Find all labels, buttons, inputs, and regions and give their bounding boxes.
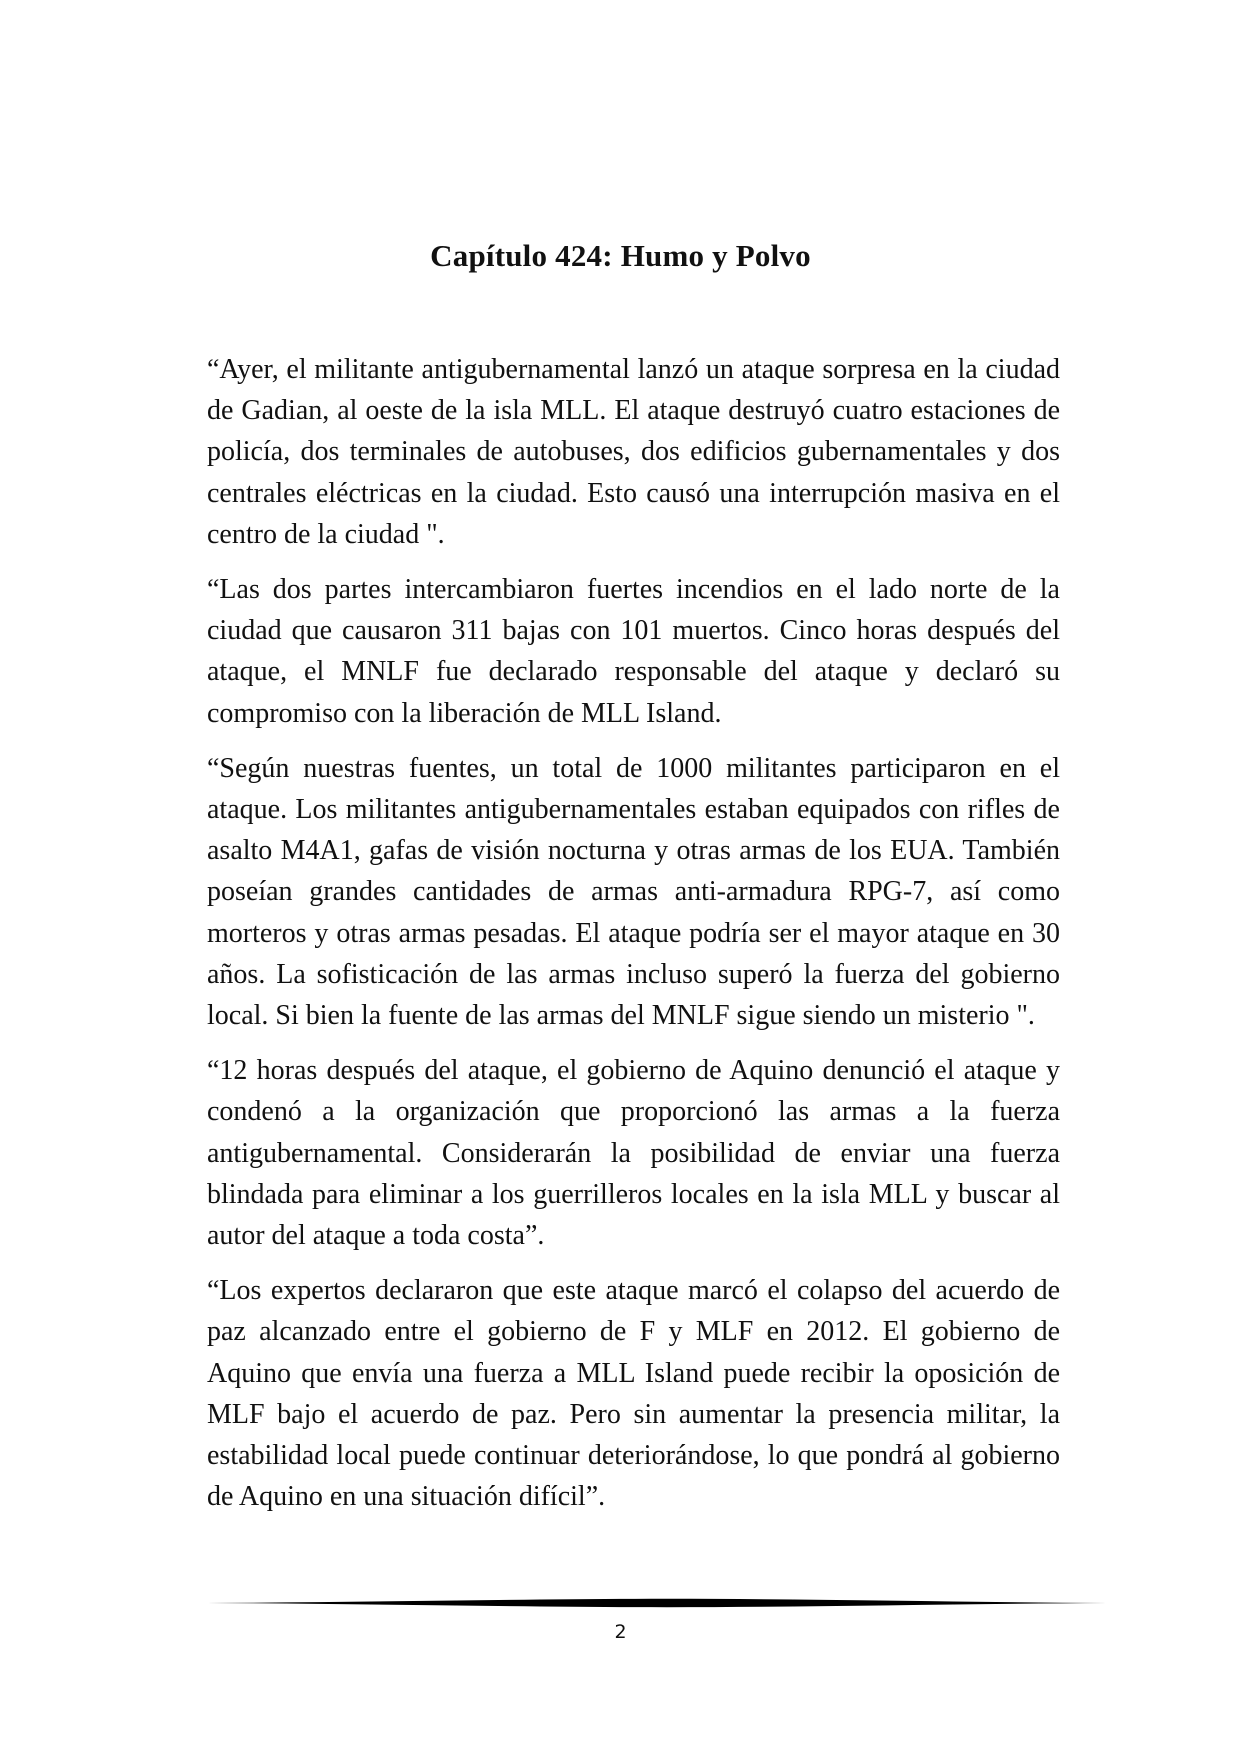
page-number: 2	[614, 1621, 627, 1643]
paragraph: “Ayer, el militante antigubernamental lanzó un ataque sorpresa en la ciudad de Gadian, al oeste de la isla MLL. El ataque destruyó cuatro estaciones de policía, dos terminales de autobuses, dos edificios gubernamentales y dos centrales eléctricas en la ciudad. Esto causó una interrupción masiva en el centro de la ciudad ".	[207, 354, 1060, 550]
body-text	[207, 349, 1060, 1531]
paragraph: “Los expertos declararon que este ataque marcó el colapso del acuerdo de paz alcanzado entre el gobierno de F y MLF en 2012. El gobierno de Aquino que envía una fuerza a MLL Island puede recibir la oposición de MLF bajo el acuerdo de paz. Pero sin aumentar la presencia militar, la estabilidad local puede continuar deteriorándose, lo que pondrá al gobierno de Aquino en una situación difícil”.	[207, 1275, 1060, 1513]
paragraph: “Según nuestras fuentes, un total de 1000 militantes participaron en el ataque. Los militantes antigubernamentales estaban equipados con rifles de asalto M4A1, gafas de visión nocturna y otras armas de los EUA. También poseían grandes cantidades de armas anti-armadura RPG-7, así como morteros y otras armas pesadas. El ataque podría ser el mayor ataque en 30 años. La sofisticación de las armas incluso superó la fuerza del gobierno local. Si bien la fuente de las armas del MNLF sigue siendo un misterio ".	[207, 752, 1060, 1032]
chapter-title: Capítulo 424: Humo y Polvo	[430, 238, 811, 273]
paragraph: “Las dos partes intercambiaron fuertes incendios en el lado norte de la ciudad que causaron 311 bajas con 101 muertos. Cinco horas después del ataque, el MNLF fue declarado responsable del ataque y declaró su compromiso con la liberación de MLL Island.	[207, 574, 1060, 729]
paragraph: “12 horas después del ataque, el gobierno de Aquino denunció el ataque y condenó a la organización que proporcionó las armas a la fuerza antigubernamental. Considerarán la posibilidad de enviar una fuerza blindada para eliminar a los guerrilleros locales en la isla MLL y buscar al autor del ataque a toda costa”.	[207, 1055, 1060, 1252]
footer-rule	[207, 1598, 1107, 1608]
